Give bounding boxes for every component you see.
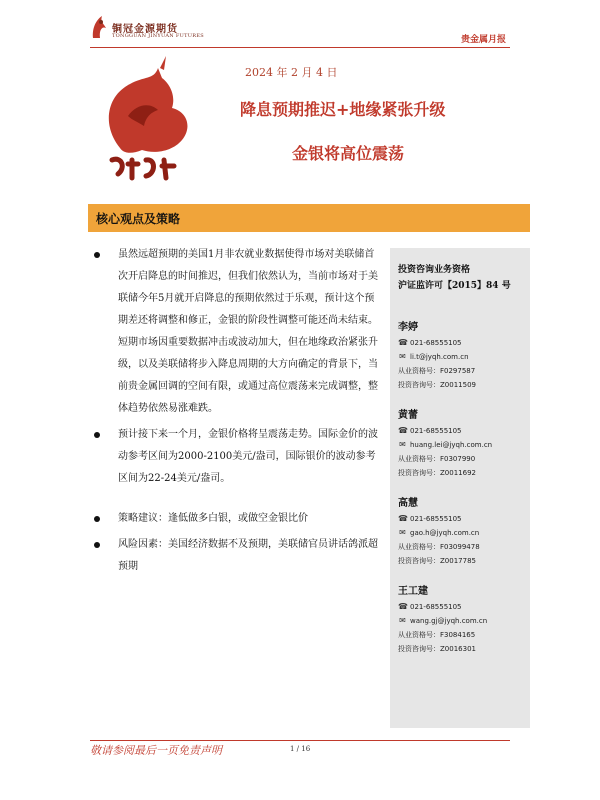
analyst-email[interactable]: li.t@jyqh.com.cn (410, 353, 469, 361)
analyst-advisory: 投资咨询号：Z0017785 (398, 557, 476, 565)
phone-icon: ☎ (398, 338, 408, 347)
analyst-name: 黄蕾 (398, 410, 418, 421)
list-item (92, 244, 382, 420)
bullet-text: 策略建议：逢低做多白银，或做空金银比价 (118, 513, 308, 524)
report-type-label: 贵金属月报 (460, 35, 506, 45)
qualification-label: 投资咨询业务资格 (398, 265, 471, 275)
analyst-name: 高慧 (398, 498, 418, 509)
analyst-advisory: 投资咨询号：Z0011692 (398, 469, 476, 477)
company-name-en: TONGGUAN JINYUAN FUTURES (112, 33, 204, 39)
report-date: 2024 年 2 月 4 日 (245, 66, 338, 79)
analyst-cert: 从业资格号：F0297587 (398, 367, 476, 375)
bullet-icon (94, 432, 100, 438)
email-icon: ✉ (399, 440, 406, 449)
analyst-card (398, 496, 526, 568)
analyst-phone: 021-68555105 (410, 515, 462, 523)
report-subtitle: 金银将高位震荡 (292, 144, 405, 163)
bullet-icon (94, 516, 100, 522)
disclaimer-link[interactable]: 敬请参阅最后一页免责声明 (90, 744, 222, 757)
list-item (92, 508, 382, 530)
analyst-cert: 从业资格号：F3084165 (398, 631, 476, 639)
analyst-email[interactable]: huang.lei@jyqh.com.cn (410, 441, 493, 449)
brand-calligraphy-text: 铜冠有色 (152, 188, 165, 192)
list-item (92, 424, 382, 490)
phone-icon: ☎ (398, 514, 408, 523)
phone-icon: ☎ (398, 602, 408, 611)
analyst-sidebar (390, 248, 530, 728)
company-name-cn: 铜冠金源期货 (112, 24, 178, 35)
analyst-phone: 021-68555105 (410, 603, 462, 611)
bullet-text: 虽然远超预期的美国1月非农就业数据使得市场对美联储首次开启降息的时间推迟，但我们依然认为，当前市场对于美联储今年5月就开启降息的预期依然过于乐观，预计这个预期差还将调整和修正，金银的阶段性调整可能还尚未结束。短期市场因重要数据冲击或波动加大，但在地缘政治紧张升级，以及美联储将步入降息周期的大方向确定的背景下，当前贵金属回调的空间有限，或通过高位震荡来完成调整，整体趋势依然易涨难跌。 (118, 249, 378, 414)
page-number: 1 / 16 (290, 745, 311, 753)
analyst-card (398, 320, 526, 392)
analyst-card (398, 408, 526, 480)
analyst-advisory: 投资咨询号：Z0016301 (398, 645, 476, 653)
bullet-text: 预计接下来一个月，金银价格将呈震荡走势。国际金价的波动参考区间为2000-2100美元/盎司，国际银价的波动参考区间为22-24美元/盎司。 (118, 429, 378, 484)
header-divider (90, 47, 510, 48)
analyst-phone: 021-68555105 (410, 339, 462, 347)
analyst-email[interactable]: wang.gj@jyqh.com.cn (410, 617, 488, 625)
qualification-value: 沪证监许可【2015】84 号 (398, 281, 511, 291)
analyst-name: 李婷 (398, 322, 418, 333)
phone-icon: ☎ (398, 426, 408, 435)
company-logo-icon (90, 14, 108, 40)
analyst-card (398, 584, 526, 656)
analyst-advisory: 投资咨询号：Z0011509 (398, 381, 476, 389)
footer-divider (90, 740, 510, 741)
bullet-text: 风险因素：美国经济数据不及预期，美联储官员讲话鸽派超预期 (118, 539, 378, 572)
email-icon: ✉ (399, 616, 406, 625)
section-title: 核心观点及策略 (96, 212, 181, 226)
analyst-cert: 从业资格号：F0307990 (398, 455, 476, 463)
brand-emblem-icon (92, 56, 212, 196)
analyst-phone: 021-68555105 (410, 427, 462, 435)
bullet-icon (94, 252, 100, 258)
email-icon: ✉ (399, 528, 406, 537)
analyst-email[interactable]: gao.h@jyqh.com.cn (410, 529, 480, 537)
analyst-cert: 从业资格号：F03099478 (398, 543, 480, 551)
analyst-name: 王工建 (398, 586, 428, 597)
report-title: 降息预期推迟+地缘紧张升级 (240, 100, 446, 119)
core-views-list (92, 244, 382, 582)
email-icon: ✉ (399, 352, 406, 361)
bullet-icon (94, 542, 100, 548)
list-item (92, 534, 382, 578)
